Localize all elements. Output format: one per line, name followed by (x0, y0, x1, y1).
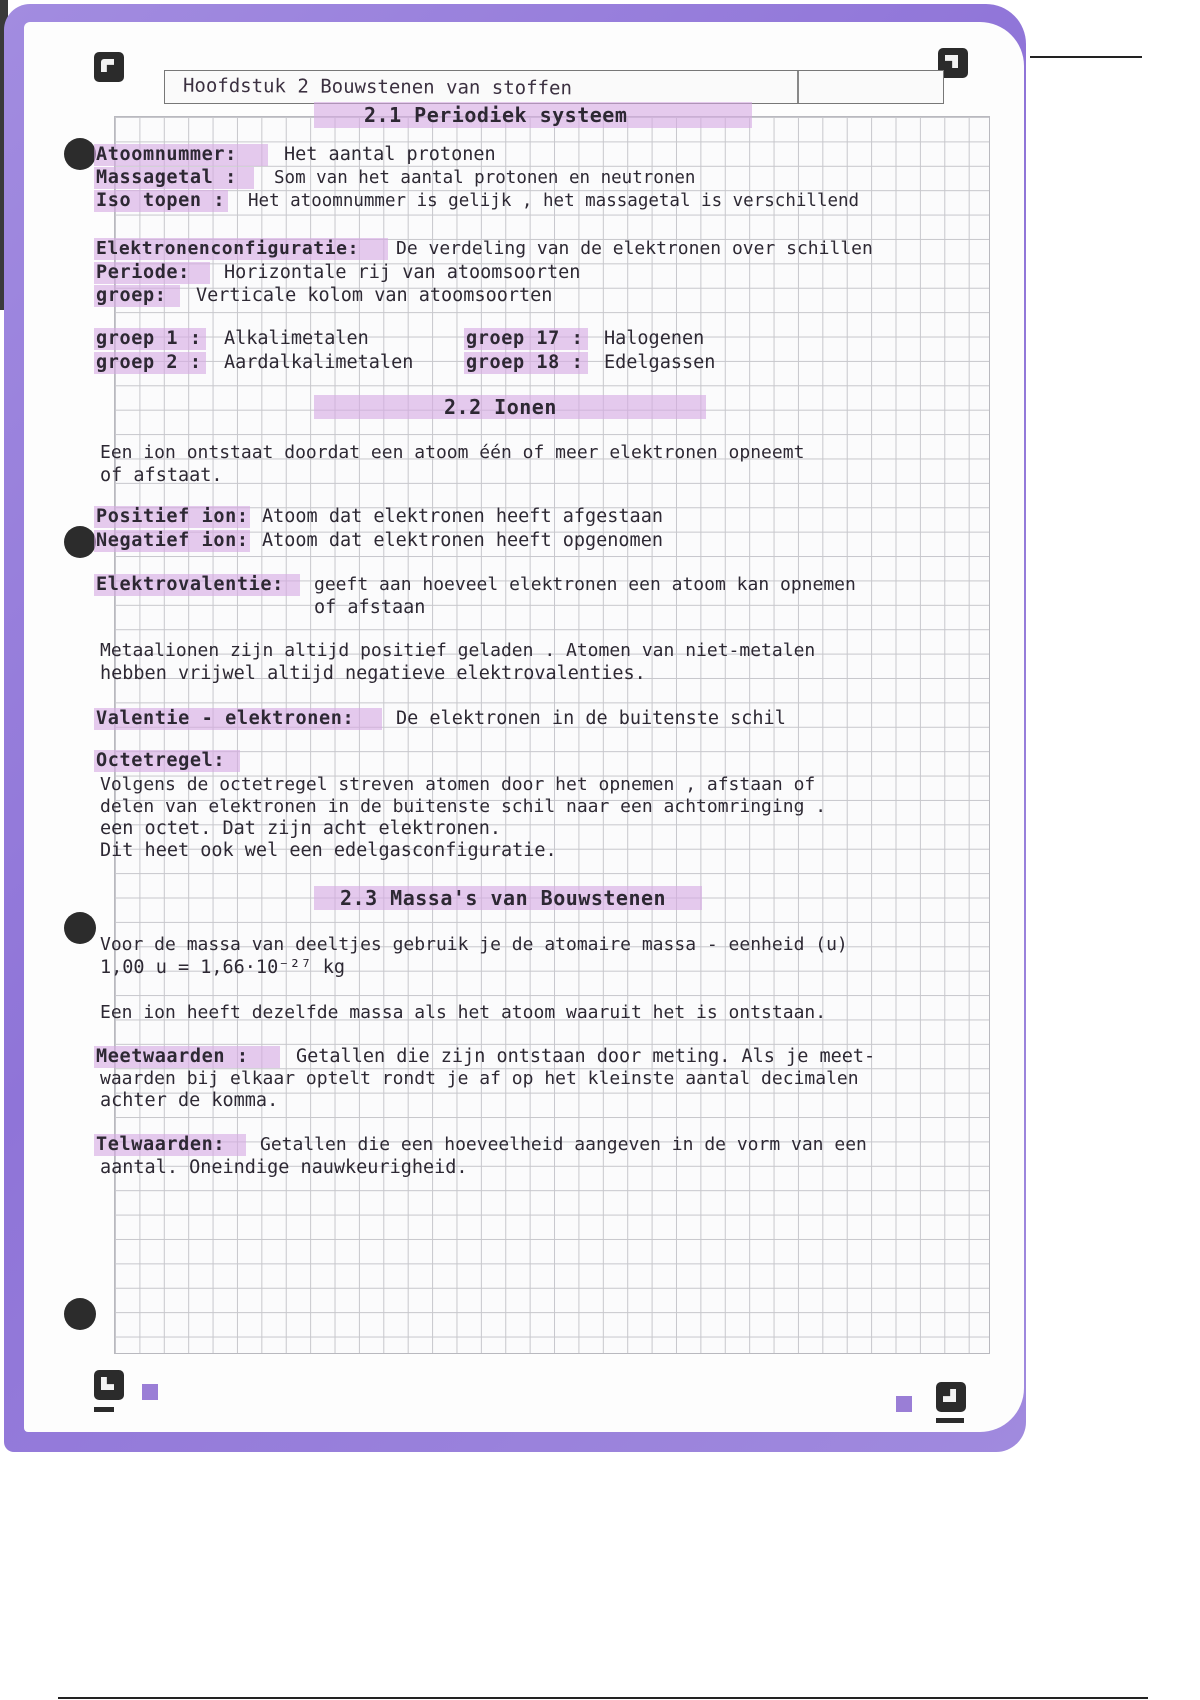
octetregel-line-4: Dit heet ook wel een edelgasconfiguratie. (100, 840, 557, 861)
section-title-ionen: 2.2 Ionen (444, 395, 557, 419)
term-positief-ion: Positief ion: (96, 506, 249, 527)
def-isotopen: Het atoomnummer is gelijk , het massagetal is verschillend (248, 191, 860, 211)
ion-intro-line-1: Een ion ontstaat doordat een atoom één of meer elektronen opneemt (100, 442, 805, 463)
def-valentie-elektronen: De elektronen in de buitenste schil (396, 708, 786, 729)
section-title-massas: 2.3 Massa's van Bouwstenen (340, 886, 667, 910)
term-groep-2: groep 2 : (96, 352, 202, 373)
corner-mark-top-left-icon (94, 52, 124, 82)
def-groep-18: Edelgassen (604, 352, 716, 373)
def-periode: Horizontale rij van atoomsoorten (224, 262, 581, 283)
def-atoomnummer: Het aantal protonen (284, 144, 496, 165)
term-groep-1: groep 1 : (96, 328, 202, 349)
def-groep-1: Alkalimetalen (224, 328, 369, 349)
def-groep-17: Halogenen (604, 328, 705, 349)
metaalionen-line-2: hebben vrijwel altijd negatieve elektrovalenties. (100, 663, 646, 684)
punch-hole (64, 912, 96, 944)
def-meetwaarden-line-3: achter de komma. (100, 1090, 279, 1111)
purple-square-mark (142, 1384, 158, 1400)
chapter-title: Hoofdstuk 2 Bouwstenen van stoffen (182, 74, 573, 100)
atomaire-massa-line-1: Voor de massa van deeltjes gebruik je de atomaire massa - eenheid (u) (100, 934, 848, 955)
notebook-sheet (4, 4, 1026, 1452)
punch-hole (64, 1298, 96, 1330)
def-meetwaarden-line-1: Getallen die zijn ontstaan door meting. Als je meet- (296, 1046, 876, 1067)
term-valentie-elektronen: Valentie - elektronen: (96, 708, 355, 729)
octetregel-line-1: Volgens de octetregel streven atomen door het opnemen , afstaan of (100, 774, 816, 795)
page-header (164, 70, 944, 104)
def-meetwaarden-line-2: waarden bij elkaar optelt rondt je af op het kleinste aantal decimalen (100, 1068, 859, 1089)
corner-mark-bottom-right-icon (936, 1382, 966, 1412)
def-elektrovalentie-line-1: geeft aan hoeveel elektronen een atoom kan opnemen (314, 574, 856, 595)
def-telwaarden-line-1: Getallen die een hoeveelheid aangeven in de vorm van een (260, 1134, 867, 1155)
term-elektrovalentie: Elektrovalentie: (96, 574, 284, 595)
term-atoomnummer: Atoomnummer: (96, 144, 237, 165)
atomaire-massa-line-2: 1,00 u = 1,66·10⁻²⁷ kg (100, 957, 346, 978)
header-divider (797, 71, 799, 103)
term-groep: groep: (96, 285, 167, 306)
top-right-rule (1030, 56, 1142, 58)
term-meetwaarden: Meetwaarden : (96, 1046, 249, 1067)
notebook-page (24, 22, 1024, 1432)
punch-hole (64, 138, 96, 170)
section-title-periodiek-systeem: 2.1 Periodiek systeem (364, 103, 628, 127)
octetregel-line-3: een octet. Dat zijn acht elektronen. (100, 818, 501, 839)
punch-hole (64, 526, 96, 558)
def-elektronenconfiguratie: De verdeling van de elektronen over schillen (396, 238, 873, 259)
dash-mark (94, 1407, 114, 1412)
def-groep-2: Aardalkalimetalen (224, 352, 414, 373)
ion-massa-text: Een ion heeft dezelfde massa als het atoom waaruit het is ontstaan. (100, 1002, 827, 1023)
term-isotopen: Iso topen : (96, 190, 226, 211)
octetregel-line-2: delen van elektronen in de buitenste schil naar een achtomringing . (100, 796, 827, 817)
term-periode: Periode: (96, 262, 190, 283)
def-positief-ion: Atoom dat elektronen heeft afgestaan (262, 506, 663, 527)
bottom-rule (58, 1697, 1148, 1699)
def-massagetal: Som van het aantal protonen en neutronen (274, 168, 696, 188)
corner-mark-bottom-left-icon (94, 1370, 124, 1400)
term-negatief-ion: Negatief ion: (96, 530, 249, 551)
def-negatief-ion: Atoom dat elektronen heeft opgenomen (262, 530, 663, 551)
term-massagetal: Massagetal : (96, 167, 237, 188)
ion-intro-line-2: of afstaat. (100, 465, 223, 486)
purple-square-mark (896, 1396, 912, 1412)
def-telwaarden-line-2: aantal. Oneindige nauwkeurigheid. (100, 1157, 468, 1178)
metaalionen-line-1: Metaalionen zijn altijd positief geladen . Atomen van niet-metalen (100, 640, 816, 661)
term-elektronenconfiguratie: Elektronenconfiguratie: (96, 238, 360, 259)
dash-mark (936, 1418, 964, 1423)
def-elektrovalentie-line-2: of afstaan (314, 597, 426, 618)
term-octetregel: Octetregel: (96, 750, 226, 771)
term-groep-18: groep 18 : (466, 352, 584, 373)
term-telwaarden: Telwaarden: (96, 1134, 226, 1155)
def-groep: Verticale kolom van atoomsoorten (196, 285, 553, 306)
term-groep-17: groep 17 : (466, 328, 584, 349)
